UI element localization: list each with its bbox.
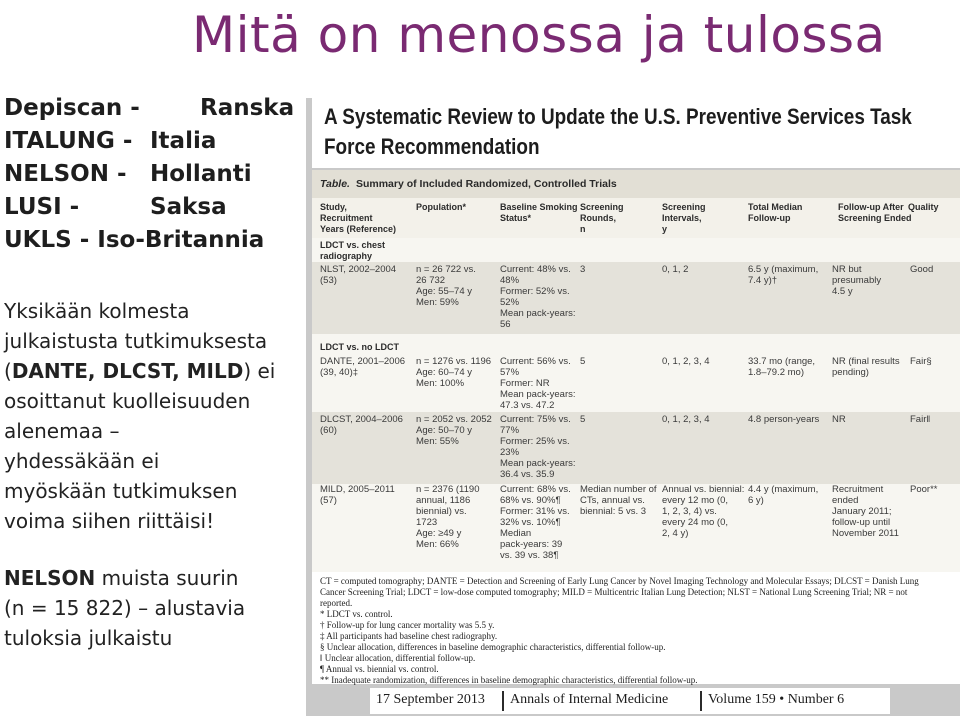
table-cell: Current: 56% vs. 57% Former: NR Mean pack-years: 47.3 vs. 47.2 — [500, 356, 576, 411]
para-text: ( — [4, 359, 12, 383]
separator — [700, 691, 702, 711]
table-cell: 5 — [580, 414, 586, 425]
study-item — [4, 95, 304, 128]
table-cell: Median number of CTs, annual vs. biennial: 5 vs. 3 — [580, 484, 657, 517]
table-cell: 4.4 y (maximum, 6 y) — [748, 484, 819, 506]
study-item — [4, 227, 304, 260]
para-line: voima siihen riittäisi! — [4, 509, 215, 533]
table-caption-text: Summary of Included Randomized, Controlled Trials — [355, 178, 617, 190]
table-footnotes — [312, 572, 960, 684]
para-line — [4, 563, 304, 593]
para-line: julkaistusta tutkimuksesta — [4, 329, 268, 353]
table-caption — [312, 170, 960, 198]
article-header — [312, 98, 960, 168]
table-cell: NR — [832, 414, 846, 425]
table-group-label: LDCT vs. no LDCT — [320, 342, 399, 352]
separator — [502, 691, 504, 711]
study-item — [4, 128, 304, 161]
table-cell: 6.5 y (maximum, 7.4 y)† — [748, 264, 819, 286]
para-bold-nelson: NELSON — [4, 566, 96, 590]
table-label: Table. — [320, 178, 350, 190]
footnote-line: reported. — [320, 598, 353, 608]
article-title — [324, 102, 912, 162]
study-country: Italia — [150, 128, 217, 154]
table-cell: DANTE, 2001–2006 (39, 40)‡ — [320, 356, 406, 378]
footnote-line: Cancer Screening Trial; LDCT = low-dose computed tomography; MILD = Multicentric Italian Lung Detection; NLST = National Lung Screening Trial; NR = not — [320, 587, 908, 597]
table-cell: Fair‖ — [910, 414, 931, 425]
footnote-line: CT = computed tomography; DANTE = Detection and Screening of Early Lung Cancer by Novel Imaging Technology and Molecular Essays; DLCST = Danish Lung — [320, 576, 919, 586]
para-line: yhdessäkään ei — [4, 449, 160, 473]
table-header-cell: Study, Recruitment Years (Reference) — [320, 202, 397, 234]
study-item — [4, 161, 304, 194]
table-cell: n = 26 722 vs. 26 732 Age: 55–74 y Men: 59% — [416, 264, 476, 308]
table-header-row — [312, 198, 960, 238]
study-name: LUSI - — [4, 194, 80, 220]
nelson-paragraph — [4, 563, 304, 653]
table-group-label: LDCT vs. chest radiography — [320, 240, 386, 261]
table-cell: Poor** — [910, 484, 938, 495]
table-cell: Fair§ — [910, 356, 932, 367]
table-header-cell: Screening Rounds, n — [580, 202, 624, 234]
table-cell: Annual vs. biennial: every 12 mo (0, 1, 2, 3, 4) vs. every 24 mo (0, 2, 4 y) — [662, 484, 745, 539]
findings-paragraph — [4, 296, 304, 536]
table-cell: 5 — [580, 356, 586, 367]
study-item — [4, 194, 304, 227]
journal-volume: Volume 159 • Number 6 — [708, 692, 845, 707]
study-name: Depiscan - — [4, 95, 140, 121]
footnote-line: ** Inadequate randomization, differences in baseline demographic characteristics, differential follow-up. — [320, 675, 698, 685]
table-cell: Recruitment ended January 2011; follow-up until November 2011 — [832, 484, 899, 539]
study-list — [4, 95, 304, 260]
table-cell: NR (final results pending) — [832, 356, 900, 378]
table-cell: Good — [910, 264, 934, 275]
slide-title: Mitä on menossa ja tulossa — [192, 6, 886, 64]
study-country: Saksa — [150, 194, 227, 220]
article-image — [306, 98, 960, 716]
table-cell: 0, 1, 2, 3, 4 — [662, 356, 710, 367]
study-name: NELSON - — [4, 161, 127, 187]
table-cell: NLST, 2002–2004 (53) — [320, 264, 397, 286]
para-line: tuloksia julkaistu — [4, 626, 173, 650]
study-name: UKLS - Iso-Britannia — [4, 227, 265, 253]
table-cell: DLCST, 2004–2006 (60) — [320, 414, 403, 436]
footnote-line: ‡ All participants had baseline chest radiography. — [320, 631, 498, 641]
table-cell: 33.7 mo (range, 1.8–79.2 mo) — [748, 356, 816, 378]
table-cell: n = 2376 (1190 annual, 1186 biennial) vs. 1723 Age: ≥49 y Men: 66% — [416, 484, 480, 550]
para-line: (n = 15 822) – alustavia — [4, 596, 246, 620]
journal-citation-bar — [370, 688, 890, 714]
table-cell: 4.8 person-years — [748, 414, 820, 425]
footnote-line: * LDCT vs. control. — [320, 609, 393, 619]
table-cell: NR but presumably 4.5 y — [832, 264, 882, 297]
table-header-cell: Follow-up After Screening Ended — [838, 202, 912, 223]
summary-table — [312, 170, 960, 640]
table-cell: n = 2052 vs. 2052 Age: 50–70 y Men: 55% — [416, 414, 492, 447]
para-text: muista suurin — [95, 566, 239, 590]
footnote-line: ‖ Unclear allocation, differential follow-up. — [320, 653, 476, 663]
article-title-line: Force Recommendation — [324, 134, 540, 159]
footnote-line: † Follow-up for lung cancer mortality was 5.5 y. — [320, 620, 495, 630]
study-country: Ranska — [200, 95, 295, 121]
journal-date: 17 September 2013 — [376, 692, 485, 707]
para-text: ) ei — [243, 359, 276, 383]
table-cell: 0, 1, 2 — [662, 264, 689, 275]
para-line: Yksikään kolmesta — [4, 299, 190, 323]
footnote-line: § Unclear allocation, differences in baseline demographic characteristics, differential follow-up. — [320, 642, 666, 652]
para-line: alenemaa – — [4, 419, 120, 443]
table-cell: Current: 75% vs. 77% Former: 25% vs. 23% Mean pack-years: 36.4 vs. 35.9 — [500, 414, 576, 480]
table-cell: 0, 1, 2, 3, 4 — [662, 414, 710, 425]
para-line: myöskään tutkimuksen — [4, 479, 238, 503]
para-line: osoittanut kuolleisuuden — [4, 389, 251, 413]
table-header-cell: Baseline Smoking Status* — [500, 202, 578, 223]
table-cell: Current: 68% vs. 68% vs. 90%¶ Former: 31% vs. 32% vs. 10%¶ Median pack-years: 39 vs. 39 vs. 38¶ — [500, 484, 571, 561]
article-title-line: A Systematic Review to Update the U.S. Preventive Services Task — [324, 104, 912, 129]
table-header-cell: Screening Intervals, y — [662, 202, 706, 234]
table-cell: MILD, 2005–2011 (57) — [320, 484, 395, 506]
table-header-cell: Population* — [416, 202, 466, 212]
table-cell: 3 — [580, 264, 586, 275]
table-header-cell: Total Median Follow-up — [748, 202, 803, 223]
table-cell: Current: 48% vs. 48% Former: 52% vs. 52% Mean pack-years: 56 — [500, 264, 576, 330]
study-name: ITALUNG - — [4, 128, 133, 154]
para-bold-studies: DANTE, DLCST, MILD — [11, 359, 244, 383]
table-header-cell: Quality — [908, 202, 939, 212]
study-country: Hollanti — [150, 161, 252, 187]
footnote-line: ¶ Annual vs. biennial vs. control. — [320, 664, 439, 674]
table-cell: n = 1276 vs. 1196 Age: 60–74 y Men: 100% — [416, 356, 492, 389]
para-line — [4, 356, 304, 386]
journal-name: Annals of Internal Medicine — [510, 692, 669, 707]
